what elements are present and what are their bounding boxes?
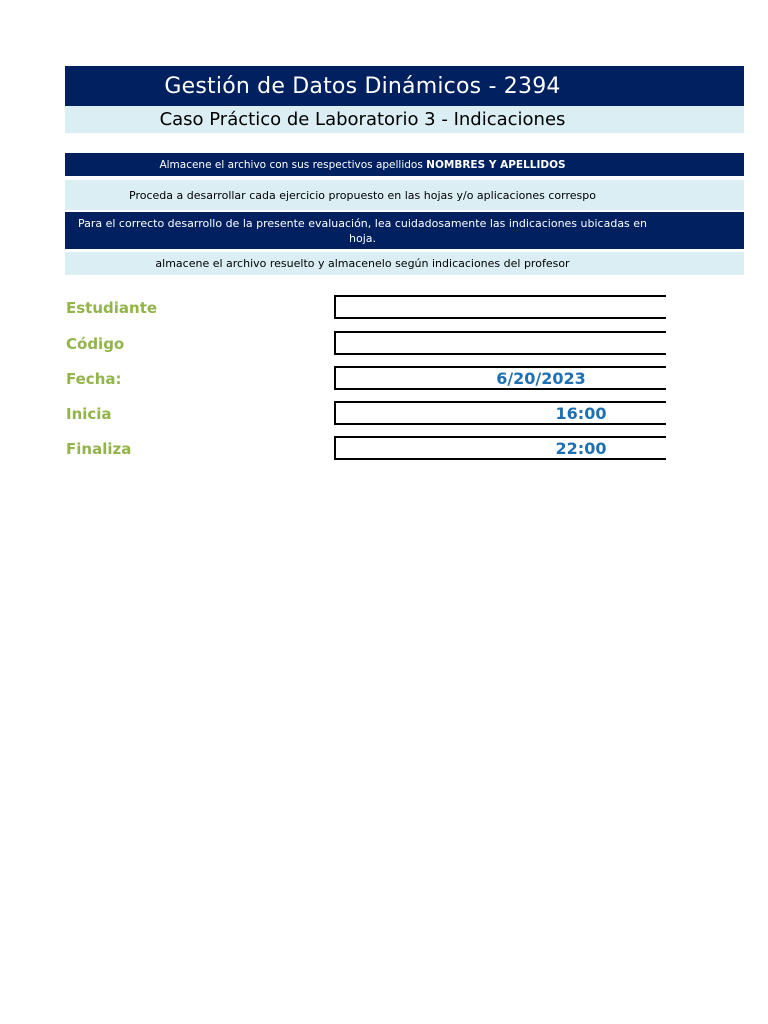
end-time-label: Finaliza (66, 440, 132, 458)
student-field[interactable] (334, 295, 666, 319)
instruction-row-2 (65, 180, 744, 210)
start-time-label: Inicia (66, 405, 112, 423)
instruction-1-bold: NOMBRES Y APELLIDOS (426, 158, 566, 171)
date-field[interactable]: 6/20/2023 (334, 366, 666, 390)
end-time-field[interactable]: 22:00 (334, 436, 666, 460)
instruction-1-prefix: Almacene el archivo con sus respectivos apellidos (159, 158, 427, 171)
instruction-1 (65, 159, 660, 171)
document-subtitle: Caso Práctico de Laboratorio 3 - Indicaciones (159, 109, 566, 130)
document-title-band (65, 66, 744, 106)
document-title: Gestión de Datos Dinámicos - 2394 (164, 73, 561, 99)
instruction-3: Para el correcto desarrollo de la presente evaluación, lea cuidadosamente las indicaciones ubicadas en hoja. (77, 216, 648, 245)
instruction-4: almacene el archivo resuelto y almacenelo según indicaciones del profesor (155, 257, 570, 270)
instruction-row-3 (65, 212, 744, 249)
date-label: Fecha: (66, 370, 122, 388)
code-field[interactable] (334, 331, 666, 355)
instruction-2: Proceda a desarrollar cada ejercicio propuesto en las hojas y/o aplicaciones correspo (129, 188, 596, 202)
start-time-field[interactable]: 16:00 (334, 401, 666, 425)
document-subtitle-band (65, 106, 744, 133)
instruction-row-4 (65, 252, 744, 275)
code-label: Código (66, 335, 125, 353)
instruction-row-1 (65, 153, 744, 176)
student-label: Estudiante (66, 299, 158, 317)
